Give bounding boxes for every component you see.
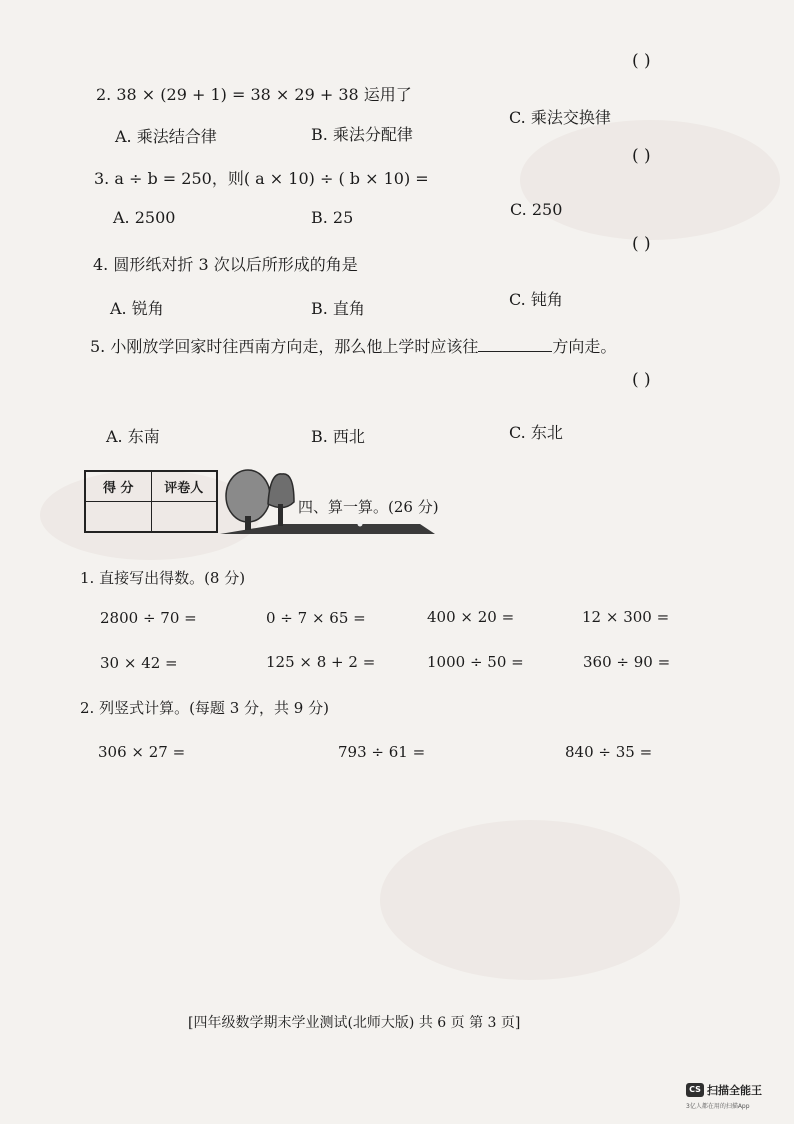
question-5: [90, 334, 616, 357]
option-a: A. 东南: [106, 427, 160, 446]
calc-item: 0 ÷ 7 × 65 =: [266, 609, 366, 627]
option-b: B. 25: [311, 208, 354, 227]
paper-stain: [380, 820, 680, 980]
option-b: B. 直角: [311, 299, 365, 318]
option-a: A. 2500: [113, 208, 176, 227]
option-b: B. 乘法分配律: [311, 125, 413, 144]
option-b: B. 西北: [311, 427, 365, 446]
answer-paren: ( ): [632, 51, 651, 71]
calc-item: 793 ÷ 61 =: [338, 743, 426, 761]
watermark-tagline: 3亿人都在用的扫描App: [686, 1103, 750, 1110]
question-5-text: 5. 小刚放学回家时往西南方向走，那么他上学时应该往: [90, 337, 479, 356]
answer-paren: ( ): [632, 234, 651, 254]
calc-item: 360 ÷ 90 =: [583, 653, 671, 671]
calc-item: 125 × 8 + 2 =: [266, 653, 376, 671]
option-a: A. 乘法结合律: [115, 127, 217, 146]
calc-item: 12 × 300 =: [582, 608, 670, 626]
calc-item: 30 × 42 =: [100, 654, 178, 672]
calc-item: 400 × 20 =: [427, 608, 515, 626]
calc-item: 1000 ÷ 50 =: [427, 653, 524, 671]
grader-cell: [151, 502, 217, 533]
option-c: C. 钝角: [509, 290, 563, 309]
paper-stain: [520, 120, 780, 240]
option-c: C. 250: [510, 200, 563, 219]
option-c: C. 乘法交换律: [509, 108, 611, 127]
section-4-title: 四、算一算。(26 分): [298, 498, 439, 516]
page-footer: [四年级数学期末学业测试(北师大版) 共 6 页 第 3 页]: [188, 1015, 521, 1031]
answer-blank: [478, 337, 552, 352]
calc-item: 306 × 27 =: [98, 743, 186, 761]
calc-item: 2800 ÷ 70 =: [100, 609, 197, 627]
part-1-title: 1. 直接写出得数。(8 分): [80, 569, 246, 587]
calc-item: 840 ÷ 35 =: [565, 743, 653, 761]
score-header: 得 分: [85, 471, 151, 502]
answer-paren: ( ): [632, 146, 651, 166]
question-3: 3. a ÷ b = 250，则( a × 10) ÷ ( b × 10) =: [94, 169, 429, 188]
watermark-brand: 扫描全能王: [707, 1084, 762, 1097]
question-5-text-end: 方向走。: [552, 337, 617, 356]
question-4: 4. 圆形纸对折 3 次以后所形成的角是: [93, 255, 358, 274]
part-2-title: 2. 列竖式计算。(每题 3 分，共 9 分): [80, 699, 329, 717]
option-c: C. 东北: [509, 423, 563, 442]
question-2: 2. 38 × (29 + 1) = 38 × 29 + 38 运用了: [96, 85, 412, 104]
score-cell: [85, 502, 151, 533]
score-table: [84, 470, 218, 533]
option-a: A. 锐角: [110, 299, 164, 318]
answer-paren: ( ): [632, 370, 651, 390]
camscanner-logo-icon: CS: [686, 1083, 704, 1097]
grader-header: 评卷人: [151, 471, 217, 502]
